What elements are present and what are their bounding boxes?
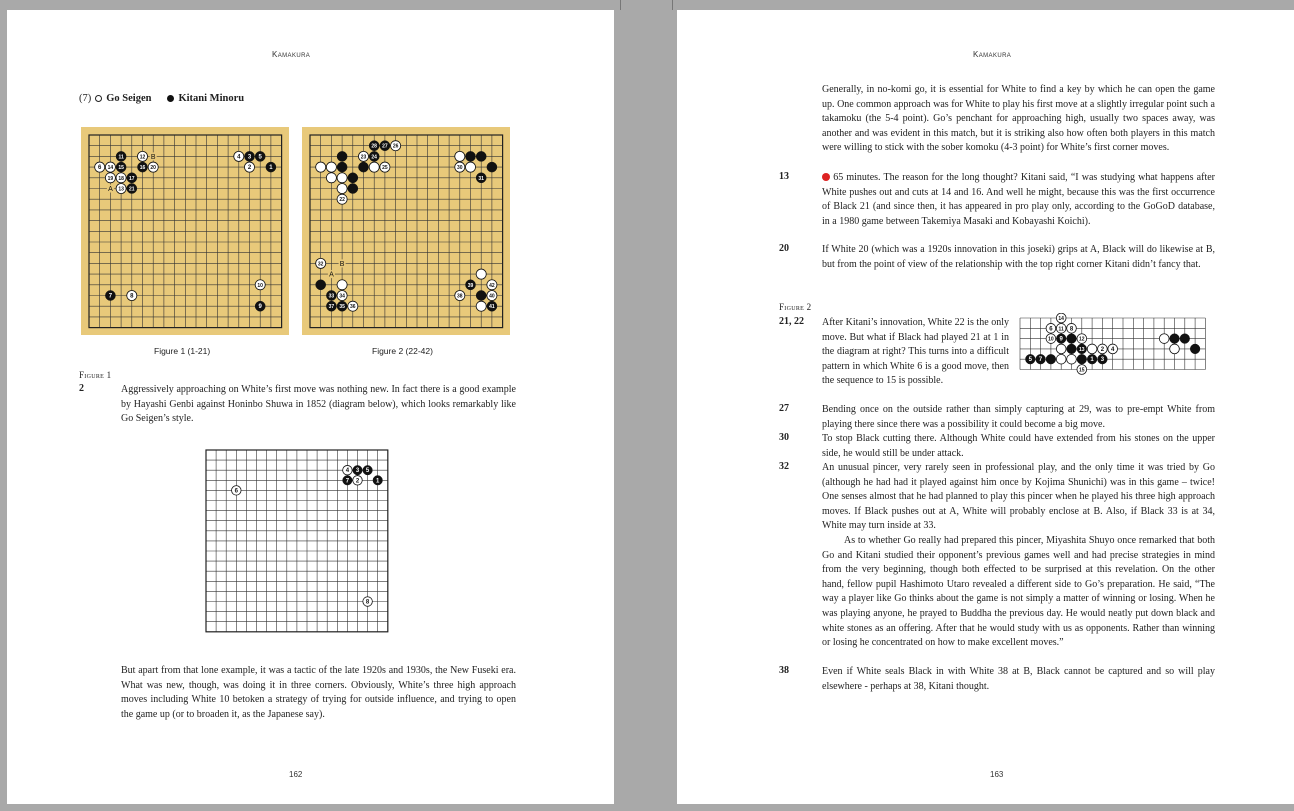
white-stone-icon	[95, 95, 102, 102]
white-stone	[1067, 354, 1077, 364]
move-number: 15	[118, 165, 124, 172]
right-page	[677, 10, 1294, 804]
black-stone	[1067, 344, 1077, 354]
black-stone	[337, 162, 347, 172]
move-number: 38	[457, 293, 463, 300]
figure-label: Figure 2	[779, 302, 812, 312]
white-stone	[455, 151, 465, 161]
move-number: 28	[371, 143, 377, 150]
move-number: 5	[1028, 357, 1032, 364]
move-number: 1	[269, 165, 273, 172]
black-stone	[1190, 344, 1200, 354]
black-stone	[348, 183, 358, 193]
move-number: 19	[107, 175, 114, 182]
move-number: 12	[139, 154, 146, 161]
board-label: A	[108, 186, 113, 193]
move-number: 22	[339, 197, 345, 204]
move-number: 13	[1079, 346, 1085, 353]
move-number: 3	[247, 154, 252, 161]
move-number: 33	[328, 293, 335, 300]
black-stone	[476, 290, 486, 300]
black-stone	[487, 162, 497, 172]
note-27-text: Bending once on the outside rather than simply capturing at 29, was to pre-empt White from playing there since there was a possibility it could become a big move.	[822, 404, 1215, 430]
game-number: (7)	[79, 93, 92, 104]
note-38-text: Even if White seals Black in with White 38 at B, Black cannot be captured and so will play elsewhere - perhaps at 38, Kitani thought.	[822, 666, 1215, 692]
black-stone-icon	[167, 95, 174, 102]
move-number: 5	[258, 154, 262, 161]
running-header: Kamakura	[973, 50, 1012, 59]
black-stone	[1046, 354, 1056, 364]
white-stone	[1056, 344, 1066, 354]
black-stone	[1067, 334, 1077, 344]
figure-1-caption: Figure 1 (1-21)	[154, 346, 211, 356]
move-number: 41	[489, 304, 495, 311]
move-number: 32	[317, 261, 324, 268]
figure-1-board	[81, 127, 289, 340]
move-number: 14	[107, 165, 114, 172]
move-number: 11	[118, 154, 124, 161]
board-label: B	[150, 153, 156, 161]
white-stone	[337, 280, 347, 290]
move-number: 23	[360, 154, 367, 161]
white-stone	[1170, 344, 1180, 354]
move-number: 36	[350, 304, 356, 311]
white-stone	[316, 162, 326, 172]
move-number: 21	[129, 186, 135, 193]
black-player: Kitani Minoru	[178, 93, 245, 104]
note-13	[822, 171, 1215, 229]
figure-label: Figure 1	[79, 370, 112, 380]
note-number: 2	[79, 383, 84, 394]
black-stone	[337, 151, 347, 161]
move-number: 25	[382, 165, 388, 172]
move-number: 12	[1079, 336, 1085, 343]
left-page	[7, 10, 614, 804]
black-stone	[358, 162, 368, 172]
board-label: A	[329, 271, 334, 279]
black-stone	[465, 151, 475, 161]
board-label: B	[339, 260, 345, 268]
frame-mark	[672, 0, 673, 10]
white-stone	[369, 162, 379, 172]
black-stone	[1077, 354, 1087, 364]
page-number: 162	[289, 770, 303, 779]
move-number: 8	[1069, 326, 1074, 333]
note-number: 13	[779, 171, 789, 182]
move-number: 34	[339, 293, 345, 300]
black-stone	[1180, 334, 1190, 344]
move-number: 17	[129, 175, 135, 182]
move-number: 6	[234, 488, 238, 495]
note-20-text: If White 20 (which was a 1920s innovation in this joseki) grips at A, Black will do likewise at B, but from the point of view of the relationship with the top right corner Kitani didn’t fancy that.	[822, 244, 1215, 270]
white-stone	[465, 162, 475, 172]
move-number: 10	[1048, 336, 1054, 343]
move-number: 15	[1079, 367, 1085, 374]
move-number: 10	[257, 282, 263, 289]
note-number: 27	[779, 403, 789, 414]
note-2-text: Aggressively approaching on White’s first move was nothing new. In fact there is a good example by Hayashi Genbi against Honinbo Shuwa in 1852 (diagram below), which looks remarkably like Go Seigen’s style.	[121, 384, 516, 425]
figure-2-board	[302, 127, 510, 340]
note-13-text: 65 minutes. The reason for the long thought? Kitani said, “I was studying what happens after White pushes out and cuts at 14 and 16. And well he might, because this was the first occurrence of Black 21 (and since then, it has appeared in pro play only, according to the GoGoD database, in a 1980 game between Takemiya Masaki and Kobayashi Koichi).	[822, 172, 1215, 227]
move-number: 6	[98, 165, 102, 172]
move-number: 6	[1049, 326, 1053, 333]
white-stone	[337, 183, 347, 193]
variation-diagram-board	[1015, 313, 1211, 390]
move-number: 31	[478, 175, 484, 182]
move-number: 7	[108, 293, 113, 300]
game-header	[79, 93, 244, 104]
white-stone	[1159, 334, 1169, 344]
white-player: Go Seigen	[106, 93, 152, 104]
move-number: 16	[139, 165, 146, 172]
move-number: 4	[1111, 346, 1115, 353]
move-number: 13	[118, 186, 124, 193]
page-number: 163	[990, 770, 1004, 779]
note-number: 30	[779, 432, 789, 443]
black-stone	[1170, 334, 1180, 344]
move-number: 11	[1058, 326, 1064, 333]
black-stone	[476, 151, 486, 161]
move-number: 40	[489, 293, 495, 300]
black-stone	[348, 173, 358, 183]
frame-mark	[620, 0, 621, 10]
white-stone	[337, 173, 347, 183]
note-21-22-text: After Kitani’s innovation, White 22 is the only move. But what if Black had played 21 at 1 in the diagram at right? This turns into a difficult pattern in which White 6 is a good move, then the sequence to 15 is possible.	[822, 317, 1009, 387]
running-header: Kamakura	[272, 50, 311, 59]
note-number: 20	[779, 243, 789, 254]
move-number: 35	[339, 304, 345, 311]
move-number: 14	[1058, 316, 1064, 322]
white-stone	[326, 173, 336, 183]
move-number: 3	[1100, 357, 1105, 364]
white-stone	[476, 269, 486, 279]
red-circle-icon	[822, 173, 830, 181]
move-number: 3	[355, 468, 360, 475]
note-30-text: To stop Black cutting there. Although White could have extended from his stones on the upper side, he would still be under attack.	[822, 433, 1215, 459]
move-number: 2	[247, 165, 252, 172]
move-number: 8	[365, 599, 370, 606]
note-number: 38	[779, 665, 789, 676]
move-number: 39	[467, 282, 474, 289]
move-number: 37	[328, 304, 335, 311]
move-number: 20	[150, 165, 156, 172]
figure-2-caption: Figure 2 (22-42)	[372, 346, 433, 356]
move-number: 7	[345, 478, 350, 485]
move-number: 8	[130, 293, 134, 300]
note-32-text: An unusual pincer, very rarely seen in professional play, and the only time it was tried by Go (although he had had it played against him once by Kojima Shunichi) was in this game – twice! One senses almost that he had planned to play this pincer when he played his three high approach moves. If Black pushes out at A, White will probably enclose at B. Also, if Black 33 is at 34, White may turn inside at 33.	[822, 462, 1215, 532]
move-number: 2	[355, 478, 360, 485]
move-number: 1	[376, 478, 380, 485]
note-number: 32	[779, 461, 789, 472]
white-stone	[1056, 354, 1066, 364]
white-stone	[326, 162, 336, 172]
move-number: 24	[371, 154, 377, 161]
intro-paragraph: Generally, in no-komi go, it is essential for White to find a key by which he can open the game up. One common approach was for White to play his first move at a slightly irregular point such a takamoku (the 5-4 point). Go’s penchant for approaching high, usually two spaces away, was another and was evident in this match, but it is striking also how often both players in this match were willing to stick with the sober komoku (4-3 point) for White’s first corner moves.	[822, 84, 1215, 154]
move-number: 42	[489, 282, 495, 289]
white-stone	[1087, 344, 1097, 354]
black-stone	[316, 280, 326, 290]
move-number: 4	[345, 468, 350, 475]
note-number: 21, 22	[779, 316, 804, 327]
white-stone	[476, 301, 486, 311]
move-number: 18	[118, 175, 124, 182]
move-number: 9	[258, 304, 262, 311]
move-number: 9	[1059, 336, 1063, 343]
move-number: 30	[457, 165, 463, 172]
move-number: 26	[392, 143, 399, 150]
bottom-paragraph: But apart from that lone example, it was a tactic of the late 1920s and 1930s, the New Fuseki era. What was new, though, was doing it in three corners. Obviously, White’s three high approach moves including White 10 betoken a strategy of trying for outside influence, and trying to open the game up (or to broaden it, as the Japanese say).	[121, 665, 516, 720]
move-number: 4	[237, 154, 241, 161]
note-32-paragraph-2: As to whether Go really had prepared this pincer, Miyashita Shuyo once remarked that both Go and Kitani studied their opponent’s previous games well and had precise strategies in mind from the very beginning, though both effected to be surprised at this revelation. On the other hand, fellow pupil Hashimoto Utaro revealed a different side to Go’s preparation. He said, “The way a player like Go thinks about the game is not simply a matter of winning or losing. When he was playing anyone, he prayed to Buddha the previous day. He would neatly put down black and white stones as an offering. After that he would study with us as opponents. Rather than winning or losing he concentrated on how to make excellent moves.”	[822, 535, 1215, 649]
move-number: 7	[1038, 357, 1043, 364]
move-number: 2	[1100, 346, 1105, 353]
genbi-diagram-board	[202, 446, 392, 641]
move-number: 1	[1090, 357, 1094, 364]
move-number: 27	[382, 143, 388, 150]
move-number: 5	[365, 468, 370, 475]
